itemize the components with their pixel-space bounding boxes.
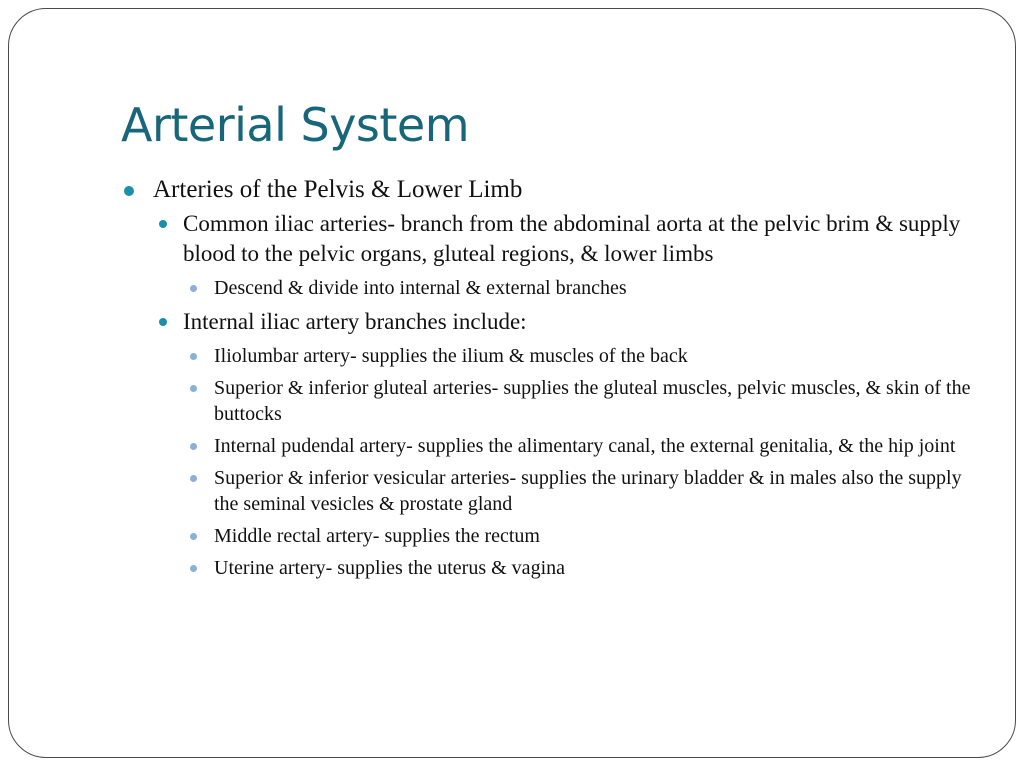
bullet-dot-icon <box>124 186 134 196</box>
bullet-dot-icon <box>159 220 167 228</box>
bullet-text: Descend & divide into internal & external branches <box>214 277 627 299</box>
bullet-dot-icon <box>190 565 197 572</box>
bullet-dot-icon <box>190 475 197 482</box>
bullet-level3-iliolumbar <box>183 343 984 369</box>
bullet-level3-gluteal <box>183 375 984 427</box>
bullet-dot-icon <box>190 285 197 292</box>
bullet-level3-vesicular <box>183 465 984 517</box>
bullet-dot-icon <box>190 385 197 392</box>
bullet-dot-icon <box>159 318 167 326</box>
bullet-level3-middle-rectal <box>183 523 984 549</box>
bullet-text: Internal iliac artery branches include: <box>183 309 527 334</box>
bullet-text: Superior & inferior gluteal arteries- supplies the gluteal muscles, pelvic muscles, & skin of the buttocks <box>214 377 971 425</box>
bullet-level3-descend-divide <box>183 275 984 301</box>
bullet-text: Superior & inferior vesicular arteries- supplies the urinary bladder & in males also the supply the seminal vesicles & prostate gland <box>214 467 962 515</box>
bullet-text: Common iliac arteries- branch from the abdominal aorta at the pelvic brim & supply blood to the pelvic organs, gluteal regions, & lower limbs <box>183 211 961 266</box>
slide-frame <box>8 8 1016 758</box>
bullet-level2-internal-iliac <box>153 307 983 337</box>
bullet-level3-uterine <box>183 555 984 581</box>
bullet-text: Uterine artery- supplies the uterus & vagina <box>214 557 565 579</box>
bullet-text: Arteries of the Pelvis & Lower Limb <box>153 176 523 203</box>
bullet-text: Internal pudendal artery- supplies the alimentary canal, the external genitalia, & the hip joint <box>214 435 956 457</box>
bullet-level2-common-iliac <box>153 209 983 269</box>
slide-content <box>121 175 981 587</box>
bullet-dot-icon <box>190 533 197 540</box>
bullet-level1-pelvis-lower-limb <box>121 175 981 205</box>
bullet-level3-internal-pudendal <box>183 433 984 459</box>
bullet-dot-icon <box>190 443 197 450</box>
bullet-text: Iliolumbar artery- supplies the ilium & muscles of the back <box>214 345 688 367</box>
bullet-dot-icon <box>190 353 197 360</box>
slide-title: Arterial System <box>121 98 470 152</box>
bullet-text: Middle rectal artery- supplies the rectum <box>214 525 540 547</box>
